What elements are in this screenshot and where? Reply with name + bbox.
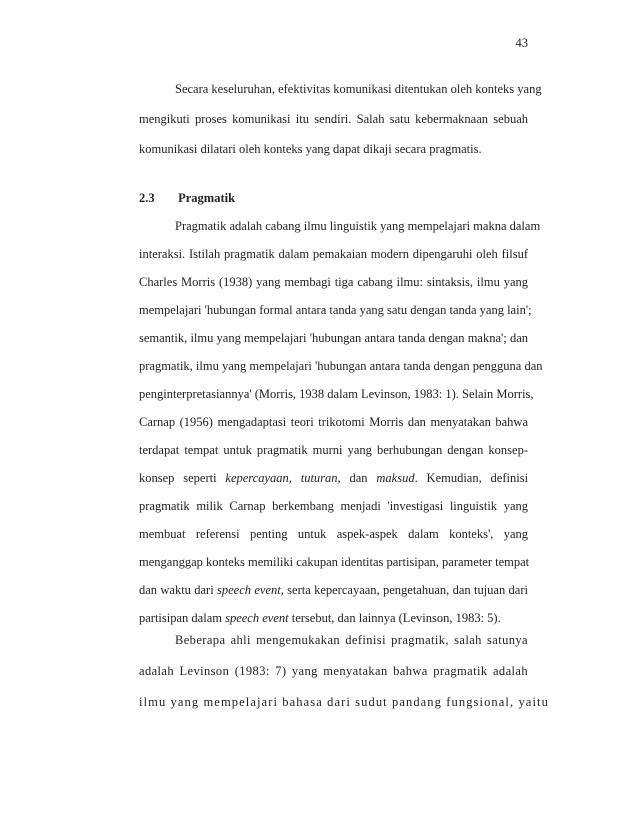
paragraph-line: terdapat tempat untuk pragmatik murni yang berhubungan dengan konsep- — [139, 443, 528, 457]
text-run: dan waktu dari — [139, 583, 214, 597]
paragraph-line: komunikasi dilatari oleh konteks yang dapat dikaji secara pragmatis. — [139, 142, 482, 156]
paragraph-line: menganggap konteks memiliki cakupan identitas partisipan, parameter tempat — [139, 555, 530, 569]
section-heading — [139, 191, 235, 206]
text-run: partisipan dalam — [139, 611, 222, 625]
paragraph-line — [139, 465, 528, 491]
paragraph-line: Pragmatik adalah cabang ilmu linguistik yang mempelajari makna dalam — [175, 219, 541, 233]
paragraph-line: adalah Levinson (1983: 7) yang menyatakan bahwa pragmatik adalah — [139, 664, 528, 678]
paragraph-1 — [139, 76, 542, 162]
paragraph-line: Charles Morris (1938) yang membagi tiga cabang ilmu: sintaksis, ilmu yang — [139, 275, 528, 289]
paragraph-line: interaksi. Istilah pragmatik dalam pemakaian modern dipengaruhi oleh filsuf — [139, 247, 528, 261]
paragraph-2 — [139, 213, 543, 631]
italic-term: kepercayaan, tuturan, — [225, 471, 341, 485]
italic-term: maksud — [376, 471, 415, 485]
text-run: . Kemudian, definisi — [414, 471, 529, 485]
section-title: Pragmatik — [178, 191, 236, 205]
paragraph-line: mengikuti proses komunikasi itu sendiri. Salah satu kebermaknaan sebuah — [139, 112, 528, 126]
paragraph-line: Beberapa ahli mengemukakan definisi pragmatik, salah satunya — [175, 633, 528, 647]
text-run: konsep seperti — [139, 471, 217, 485]
section-number: 2.3 — [139, 191, 155, 205]
paragraph-line: Secara keseluruhan, efektivitas komunikasi ditentukan oleh konteks yang — [175, 82, 542, 96]
paragraph-3 — [139, 626, 549, 717]
italic-term: speech event — [225, 611, 289, 625]
paragraph-line: mempelajari 'hubungan formal antara tanda yang satu dengan tanda yang lain'; — [139, 303, 532, 317]
page-number: 43 — [515, 36, 528, 50]
text-run: , serta kepercayaan, pengetahuan, dan tujuan dari — [280, 583, 528, 597]
paragraph-line: pragmatik, ilmu yang mempelajari 'hubungan antara tanda dengan pengguna dan — [139, 359, 543, 373]
text-run: tersebut, dan lainnya (Levinson, 1983: 5). — [291, 611, 501, 625]
italic-term: speech event — [217, 583, 281, 597]
paragraph-line: pragmatik milik Carnap berkembang menjadi 'investigasi linguistik yang — [139, 499, 528, 513]
paragraph-line: Carnap (1956) mengadaptasi teori trikotomi Morris dan menyatakan bahwa — [139, 415, 528, 429]
paragraph-line: ilmu yang mempelajari bahasa dari sudut pandang fungsional, yaitu — [139, 695, 549, 709]
paragraph-line: penginterpretasiannya' (Morris, 1938 dalam Levinson, 1983: 1). Selain Morris, — [139, 387, 534, 401]
text-run: dan — [349, 471, 368, 485]
paragraph-line: semantik, ilmu yang mempelajari 'hubungan antara tanda dengan makna'; dan — [139, 331, 528, 345]
paragraph-line — [139, 577, 528, 603]
paragraph-line: membuat referensi penting untuk aspek-aspek dalam konteks', yang — [139, 527, 528, 541]
